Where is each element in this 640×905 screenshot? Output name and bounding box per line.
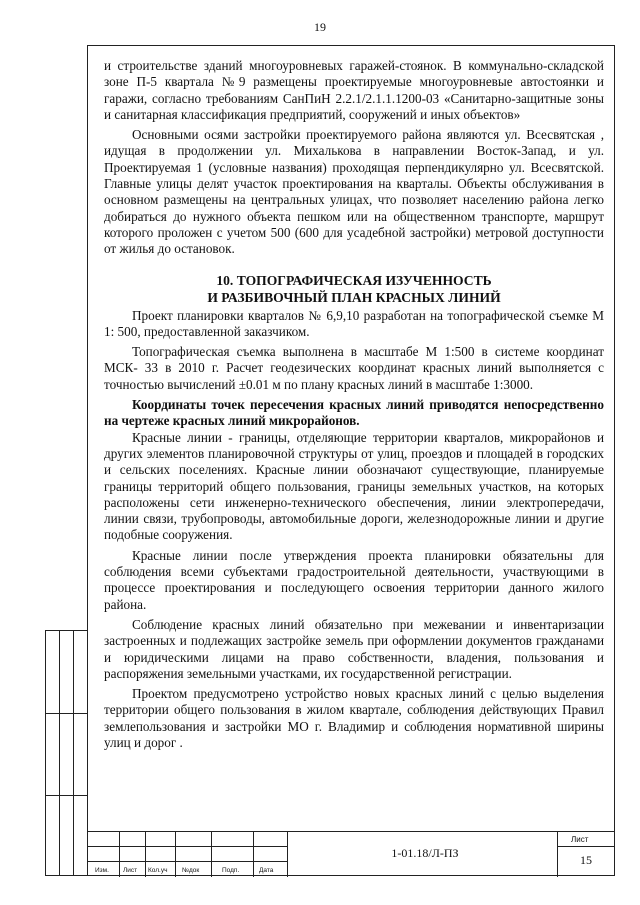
col-ndok-label: №док <box>182 867 200 874</box>
paragraph-red-lines-definition: Красные линии - границы, отделяющие территории кварталов, микрорайонов и других элементов планировочной структуры от улиц, проездов и площадей в городских и сельских поселениях. Красные линии обозначают существующие, планируемые границы территорий общего пользования, границы земельных участков, на которых расположены сети инженерно-технического обеспечения, линии электропередачи, линии связи, трубопроводы, автомобильные дороги, железнодорожные линии и другие подобные сооружения. <box>104 429 604 543</box>
paragraph-red-lines-mandatory: Красные линии после утверждения проекта планировки обязательны для соблюдения всеми субъектами градостроительной деятельности, участвующими в процессе проектирования и последующего освоения территории данного жилого района. <box>104 547 604 612</box>
document-code: 1-01.18/Л-ПЗ <box>391 846 459 860</box>
sheet-label: Лист <box>571 835 589 844</box>
col-koluch-label: Кол.уч <box>148 867 168 874</box>
paragraph-survey: Топографическая съемка выполнена в масштабе М 1:500 в системе координат МСК- 33 в 2010 г. Расчет геодезических координат красных линий выполняется с точностью вычислений ±0.01 м по плану красных линий в масштабе 1:3000. <box>104 344 604 392</box>
col-data-label: Дата <box>259 867 274 874</box>
col-list-label: Лист <box>123 867 138 874</box>
paragraph-garages: и строительстве зданий многоуровневых гаражей-стоянок. В коммунально-складской зоне П-5 квартала №9 размещены проектируемые многоуровневые автостоянки и гаражи, согласно требованиям СанПиН 2.2.1/2.1.1.1200-03 «Санитарно-защитные зоны и санитарная классификация предприятий, сооружений и иных объектов» <box>104 58 604 122</box>
col-podp-label: Подп. <box>222 867 240 874</box>
sheet-number: 15 <box>580 853 592 867</box>
document-body <box>104 58 604 751</box>
paragraph-coordinates-note: Координаты точек пересечения красных линий приводятся непосредственно на чертеже красных линий микрорайонов. <box>104 397 604 429</box>
section-heading-line-2: И РАЗБИВОЧНЫЙ ПЛАН КРАСНЫХ ЛИНИЙ <box>207 289 501 305</box>
section-heading-line-1: 10. ТОПОГРАФИЧЕСКАЯ ИЗУЧЕННОСТЬ <box>216 272 492 288</box>
paragraph-topo-base: Проект планировки кварталов № 6,9,10 разработан на топографической съемке М 1: 500, предоставленной заказчиком. <box>104 307 604 339</box>
paragraph-development-axes: Основными осями застройки проектируемого района являются ул. Всесвятская , идущая в продолжении ул. Михалькова в направлении Восток-Запад, и ул. Проектируемая 1 (условные названия) проходящая перпендикулярно ул. Всесвятской. Главные улицы делят участок проектирования на кварталы. Объекты обслуживания в основном размещены на центральных улицах, что позволяет населению района легко добираться до нужного объекта пешком или на общественном транспорте, маршрут которого проложен с учетом 500 (600 для усадебной застройки) метровой доступности от жилья до остановок. <box>104 127 604 257</box>
col-izm-label: Изм. <box>95 867 109 874</box>
paragraph-red-lines-compliance: Соблюдение красных линий обязательно при межевании и инвентаризации застроенных и подлежащих застройке земель при оформлении документов гражданами и юридическими лицами на право собственности, владения, пользования и распоряжения земельными участками, их государственной регистрации. <box>104 616 604 681</box>
page-number: 19 <box>314 20 326 34</box>
section-heading <box>104 272 604 306</box>
title-block <box>87 831 615 877</box>
binding-strip <box>45 630 87 876</box>
paragraph-new-red-lines: Проектом предусмотрено устройство новых красных линий с целью выделения территории общего пользования в жилом квартале, соблюдения действующих Правил землепользования и застройки МО г. Владимир и соблюдения нормативной ширины улиц и дорог . <box>104 686 604 750</box>
